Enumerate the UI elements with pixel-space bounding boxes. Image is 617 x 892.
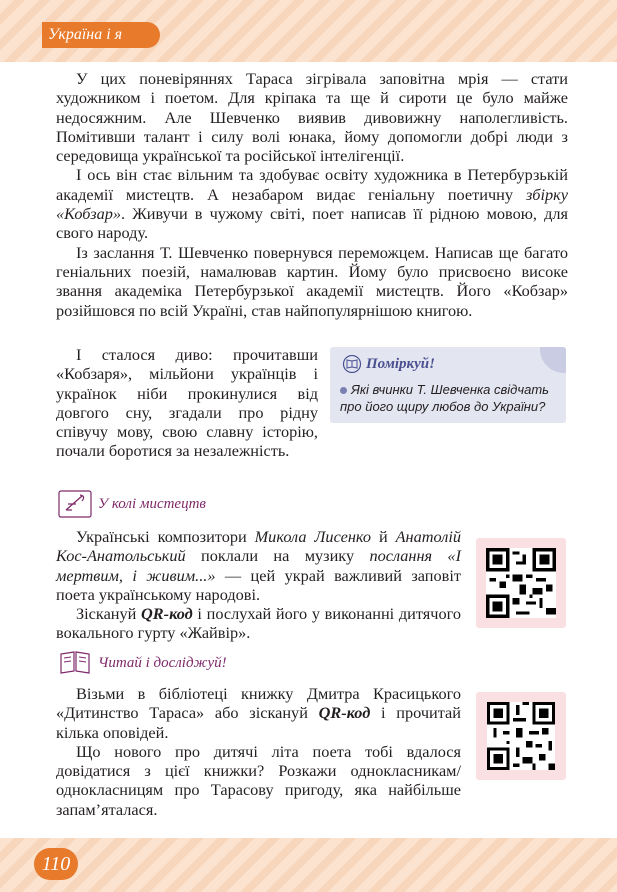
- text-run: Візьми в бібліотеці книжку Дмитра Красицького «Дитинство Тараса» або зіскануй: [56, 684, 461, 723]
- text-run: і послухай його у виконанні дитячого вокального гурту «Жайвір».: [56, 604, 461, 643]
- qr-code-1[interactable]: [476, 538, 566, 628]
- read-heading: [58, 649, 227, 677]
- paragraph: [56, 527, 461, 604]
- qr-code-icon: [486, 548, 556, 618]
- paragraph: [56, 604, 461, 643]
- emphasis-text: Микола Лисенко: [254, 527, 372, 546]
- qr-code-2[interactable]: [476, 692, 566, 780]
- emphasis-text: QR-код: [318, 703, 371, 723]
- paragraph: [56, 165, 568, 242]
- text-run: і прочитай кілька оповідей.: [56, 703, 461, 742]
- emphasis-text: збірку «Кобзар»: [56, 184, 568, 224]
- think-box-title: [342, 355, 435, 373]
- text-run: Зіскануй: [76, 604, 142, 624]
- book-icon: [58, 649, 92, 677]
- question-text: Які вчинки Т. Шевченка свідчать про його щиру любов до України?: [340, 382, 549, 414]
- paragraph: Що нового про дитячі літа поета тобі вдалося довідатися з цієї книжки? Розкажи однокласникам/однокласницям про Тарасову пригоду, яка найбільше запам’яталася.: [56, 741, 461, 819]
- arts-heading-title: У колі мистецтв: [98, 495, 206, 512]
- paragraph: І сталося диво: прочитавши «Кобзаря», мільйони українців і українок ніби прокинулися від довгого сну, згадали про рідну співучу мову, свою славну історію, почали боротися за незалежність.: [56, 345, 318, 461]
- text-run: поклали на музику: [185, 546, 370, 566]
- section-tab: Україна і я: [42, 22, 160, 48]
- emphasis-text: Анатолій Кос-Анатольський: [56, 527, 461, 566]
- text-run: — цей украй важливий заповіт поета українському народові.: [56, 565, 461, 604]
- read-text: [56, 684, 461, 819]
- paragraph: [56, 684, 461, 742]
- paragraph: У цих поневіряннях Тараса зігрівала заповітна мрія — стати художником і поетом. Для кріпака та ще й сироти це було майже недосяжним. Але Шевченко виявив дивовижну наполегливість. Помітивши талант і силу волі юнака, йому допомогли добрі люди з середовища української та російської інтелігенції.: [56, 69, 568, 166]
- footer-ornament-band: [0, 838, 617, 892]
- text-run: . Живучи в чужому світі, поет написав її рідною мовою, для свого народу.: [56, 204, 568, 243]
- text-beside-think-box: [56, 345, 318, 461]
- quill-icon: [58, 490, 92, 518]
- main-text: [56, 69, 568, 320]
- paragraph: Із заслання Т. Шевченко повернувся переможцем. Написав ще багато геніальних поезій, намалював картин. Йому було присвоєно високе звання академіка Петербурзької академії мистецтв. Його «Кобзар» розійшовся по всій Україні, став найпопулярнішою книгою.: [56, 242, 568, 320]
- arts-text: [56, 527, 461, 643]
- text-run: Українські композитори: [76, 527, 255, 546]
- think-box: [330, 347, 566, 423]
- think-box-title-text: Поміркуй!: [366, 355, 435, 372]
- think-book-icon: [342, 355, 362, 373]
- read-heading-title: Читай і досліджуй!: [98, 654, 227, 671]
- qr-code-icon: [487, 702, 555, 770]
- emphasis-text: послання «І мертвим, і живим...»: [56, 546, 461, 585]
- text-run: І ось він стає вільним та здобуває освіту художника в Петербурзькій академії мистецтв. А незабаром видає геніальну поетичну: [56, 165, 568, 204]
- think-box-question: [340, 381, 560, 415]
- arts-heading: [58, 490, 206, 518]
- page-number: 110: [34, 848, 78, 880]
- bullet-icon: [340, 387, 347, 394]
- decorative-circle: [540, 347, 566, 373]
- text-run: й: [371, 527, 396, 546]
- emphasis-text: QR-код: [141, 604, 193, 624]
